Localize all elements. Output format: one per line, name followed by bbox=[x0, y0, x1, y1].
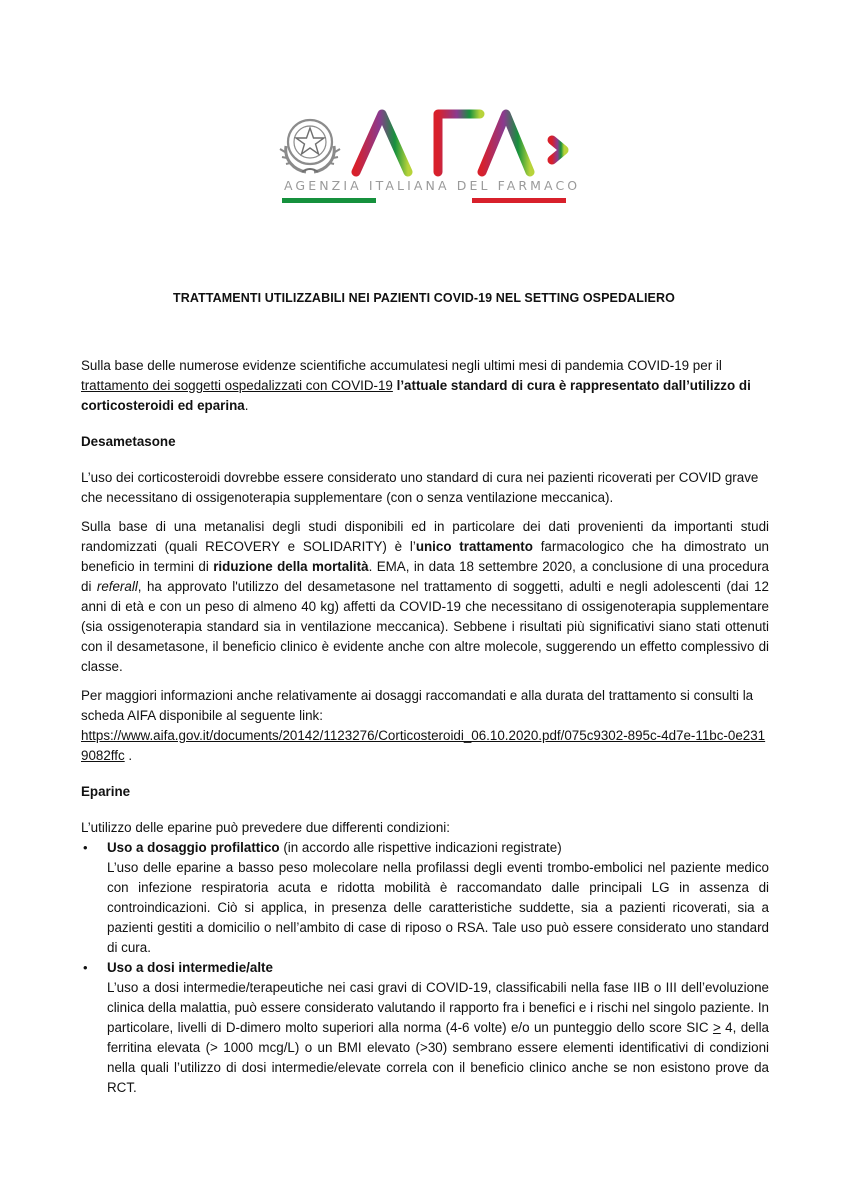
list-item-note: (in accordo alle rispettive indicazioni registrate) bbox=[279, 840, 562, 855]
desametasone-paragraph-2 bbox=[81, 517, 769, 677]
intro-bold-text: l’attuale standard di cura è rappresentato dall’utilizzo di corticosteroidi ed eparina bbox=[81, 378, 751, 413]
p2-italic: referall bbox=[96, 579, 138, 594]
greater-equal-sign: > bbox=[712, 1020, 721, 1035]
intro-text: Sulla base delle numerose evidenze scientifiche accumulatesi negli ultimi mesi di pandemia COVID-19 per il bbox=[81, 358, 722, 373]
p2-bold-2: riduzione della mortalità bbox=[213, 559, 369, 574]
list-item-body bbox=[107, 978, 769, 1098]
p2-text-2: farmacologico che ha dimostrato un beneficio in termini di bbox=[81, 539, 769, 574]
list-item-title: Uso a dosi intermedie/alte bbox=[107, 960, 273, 975]
eparine-list bbox=[81, 838, 769, 1098]
agency-name: AGENZIA ITALIANA DEL FARMACO bbox=[284, 178, 581, 193]
intro-paragraph bbox=[81, 356, 769, 416]
heading-eparine: Eparine bbox=[81, 784, 131, 799]
aifa-logo bbox=[276, 100, 581, 210]
eparine-intro: L’utilizzo delle eparine può prevedere due differenti condizioni: bbox=[81, 820, 450, 835]
p2-bold-1: unico trattamento bbox=[415, 539, 533, 554]
list-item-body-b: 4, della ferritina elevata (> 1000 mcg/L) o un BMI elevato (>30) sembrano essere elementi identificativi di condizioni nella quali l’utilizzo di dosi intermedie/elevate correla con il beneficio clinico anche se non esistono prove da RCT. bbox=[107, 1020, 769, 1095]
aifa-wordmark-icon bbox=[346, 100, 576, 180]
document-body bbox=[81, 356, 769, 1098]
flag-green-bar bbox=[282, 198, 376, 203]
p2-text-4: , ha approvato l'utilizzo del desametasone nel trattamento di soggetti, adulti e negli adolescenti (dai 12 anni di età e con un peso di almeno 40 kg) affetti da COVID-19 che necessitano di ossigenoterapia supplementare (sia ossigenoterapia standard sia in ventilazione meccanica). Sebbene i risultati più significativi siano stati ottenuti con il desametasone, il beneficio clinico è evidente anche con altre molecole, suggerendo un effetto complessivo di classe. bbox=[81, 579, 769, 674]
list-item-body-a: L’uso a dosi intermedie/terapeutiche nei casi gravi di COVID-19, classificabili nella fase IIB o III dell’evoluzione clinica della malattia, può essere considerato valutando il rapporto fra i benefici e i rischi nel singolo paziente. In particolare, livelli di D-dimero molto superiori alla norma (4-6 volte) e/o un punteggio dello score SIC bbox=[107, 980, 769, 1035]
p3-text: Per maggiori informazioni anche relativamente ai dosaggi raccomandati e alla durata del trattamento si consulti la scheda AIFA disponibile al seguente link: bbox=[81, 688, 754, 723]
list-item-body: L’uso delle eparine a basso peso molecolare nella profilassi degli eventi trombo-embolici nel paziente medico con infezione respiratoria acuta e ridotta mobilità è raccomandato dalle principali LG in assenza di controindicazioni. Ciò si applica, in presenza delle caratteristiche suddette, sia a pazienti ricoverati, sia a pazienti gestiti a domicilio o nell’ambito di case di riposo o RSA. Tale uso può essere considerato uno standard di cura. bbox=[107, 860, 769, 955]
intro-period: . bbox=[244, 398, 249, 413]
list-item-title: Uso a dosaggio profilattico bbox=[107, 840, 280, 855]
aifa-scheda-link[interactable]: https://www.aifa.gov.it/documents/20142/1123276/Corticosteroidi_06.10.2020.pdf/075c9302-895c-4d7e-11bc-0e2319082ffc bbox=[81, 728, 766, 763]
bullet-icon: • bbox=[83, 960, 88, 975]
list-item bbox=[81, 838, 769, 958]
desametasone-paragraph-3 bbox=[81, 686, 769, 766]
flag-red-bar bbox=[472, 198, 566, 203]
heading-desametasone: Desametasone bbox=[81, 434, 176, 449]
p2-text-3: . EMA, in data 18 settembre 2020, a conclusione di una procedura di bbox=[81, 559, 769, 594]
p2-text-1: Sulla base di una metanalisi degli studi disponibili ed in particolare dei dati provenienti da importanti studi randomizzati (quali RECOVERY e SOLIDARITY) è l’ bbox=[81, 519, 769, 554]
list-item bbox=[81, 958, 769, 1098]
document-title: TRATTAMENTI UTILIZZABILI NEI PAZIENTI COVID-19 NEL SETTING OSPEDALIERO bbox=[173, 291, 675, 305]
p3-trailing: . bbox=[124, 748, 133, 763]
italian-republic-emblem-icon bbox=[276, 108, 344, 178]
bullet-icon: • bbox=[83, 840, 88, 855]
desametasone-paragraph-1: L’uso dei corticosteroidi dovrebbe essere considerato uno standard di cura nei pazienti ricoverati per COVID grave che necessitano di ossigenoterapia supplementare (con o senza ventilazione meccanica). bbox=[81, 470, 759, 505]
intro-underlined-text: trattamento dei soggetti ospedalizzati con COVID-19 bbox=[81, 378, 393, 393]
